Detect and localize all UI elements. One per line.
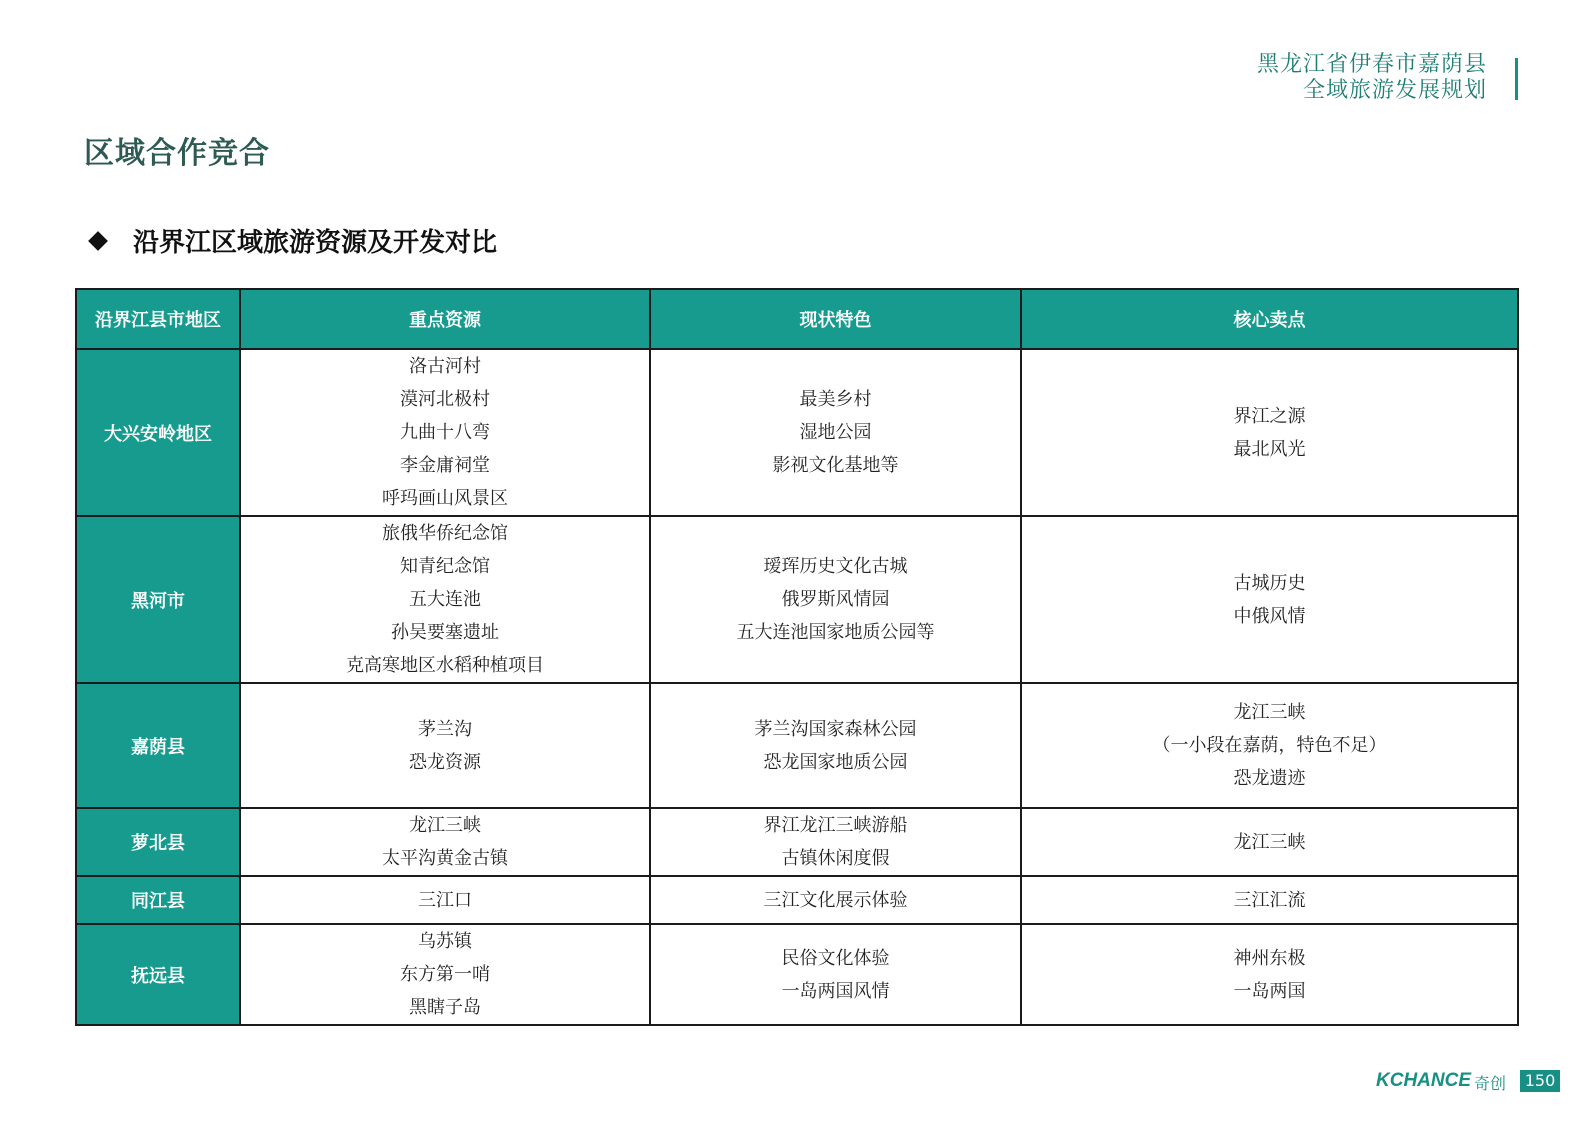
cell-line: 呼玛画山风景区 bbox=[382, 488, 508, 509]
resources-cell bbox=[240, 683, 650, 808]
features-cell bbox=[650, 876, 1021, 924]
selling-points-cell bbox=[1021, 924, 1518, 1025]
diamond-bullet-icon bbox=[88, 231, 108, 251]
cell-line: 最美乡村 bbox=[799, 389, 872, 410]
brand-logo-cn: 奇创 bbox=[1474, 1074, 1507, 1093]
table-row bbox=[76, 516, 1518, 683]
section-subtitle: 沿界江区域旅游资源及开发对比 bbox=[133, 228, 498, 258]
resources-cell bbox=[240, 924, 650, 1025]
cell-line: 太平沟黄金古镇 bbox=[382, 848, 508, 869]
table-row bbox=[76, 808, 1518, 876]
cell-line: （一小段在嘉荫，特色不足） bbox=[1152, 735, 1387, 756]
comparison-table bbox=[75, 288, 1519, 1026]
table-row bbox=[76, 349, 1518, 516]
cell-line: 东方第一哨 bbox=[400, 964, 490, 985]
selling-points-cell bbox=[1021, 876, 1518, 924]
cell-line: 一岛两国风情 bbox=[781, 980, 890, 1002]
cell-line: 龙江三峡 bbox=[409, 815, 481, 836]
cell-line: 最北风光 bbox=[1233, 438, 1306, 460]
table-row bbox=[76, 876, 1518, 924]
table-header-row bbox=[76, 289, 1518, 349]
cell-line: 影视文化基地等 bbox=[772, 455, 899, 476]
cell-line: 旅俄华侨纪念馆 bbox=[382, 523, 508, 544]
resources-cell bbox=[240, 516, 650, 683]
selling-points-cell bbox=[1021, 683, 1518, 808]
region-cell: 萝北县 bbox=[76, 808, 240, 876]
cell-line: 古城历史 bbox=[1233, 572, 1306, 594]
features-cell bbox=[650, 808, 1021, 876]
region-cell: 黑河市 bbox=[76, 516, 240, 683]
region-cell: 嘉荫县 bbox=[76, 683, 240, 808]
cell-line: 恐龙国家地质公园 bbox=[763, 751, 908, 773]
column-header-features: 现状特色 bbox=[650, 289, 1021, 349]
cell-line: 恐龙遗迹 bbox=[1233, 768, 1306, 789]
header-title-line1: 黑龙江省伊春市嘉荫县 bbox=[1256, 52, 1487, 77]
cell-line: 中俄风情 bbox=[1233, 605, 1306, 627]
header-title-line2: 全域旅游发展规划 bbox=[1302, 78, 1487, 103]
cell-line: 漠河北极村 bbox=[400, 389, 490, 410]
cell-line: 恐龙资源 bbox=[409, 751, 481, 773]
table-row bbox=[76, 683, 1518, 808]
column-header-region: 沿界江县市地区 bbox=[76, 289, 240, 349]
features-cell bbox=[650, 924, 1021, 1025]
column-header-selling-points: 核心卖点 bbox=[1021, 289, 1518, 349]
header-title-block bbox=[1257, 52, 1487, 104]
cell-line: 茅兰沟 bbox=[418, 718, 472, 740]
section-heading bbox=[88, 222, 497, 259]
cell-line: 李金庸祠堂 bbox=[400, 455, 490, 476]
cell-line: 乌苏镇 bbox=[418, 931, 472, 952]
page-number: 150 bbox=[1520, 1070, 1560, 1092]
cell-line: 黑瞎子岛 bbox=[409, 997, 481, 1018]
header-accent-bar bbox=[1515, 58, 1518, 100]
region-cell: 大兴安岭地区 bbox=[76, 349, 240, 516]
cell-line: 五大连池国家地质公园等 bbox=[736, 622, 935, 643]
resources-cell bbox=[240, 349, 650, 516]
brand-logo: KCHANCE bbox=[1376, 1070, 1471, 1091]
region-cell: 同江县 bbox=[76, 876, 240, 924]
cell-line: 界江龙江三峡游船 bbox=[763, 815, 908, 836]
cell-line: 湿地公园 bbox=[799, 422, 872, 443]
selling-points-cell bbox=[1021, 516, 1518, 683]
cell-line: 古镇休闲度假 bbox=[781, 848, 890, 869]
cell-line: 九曲十八弯 bbox=[400, 422, 490, 443]
features-cell bbox=[650, 516, 1021, 683]
region-cell: 抚远县 bbox=[76, 924, 240, 1025]
cell-line: 龙江三峡 bbox=[1233, 831, 1306, 853]
page-title: 区域合作竞合 bbox=[84, 136, 270, 171]
cell-line: 五大连池 bbox=[409, 589, 481, 610]
cell-line: 一岛两国 bbox=[1233, 980, 1306, 1002]
cell-line: 界江之源 bbox=[1233, 405, 1306, 427]
resources-cell bbox=[240, 876, 650, 924]
cell-line: 三江文化展示体验 bbox=[763, 889, 908, 911]
cell-line: 克高寒地区水稻种植项目 bbox=[346, 655, 544, 676]
cell-line: 三江口 bbox=[418, 889, 472, 911]
features-cell bbox=[650, 349, 1021, 516]
table-body bbox=[76, 349, 1518, 1025]
cell-line: 三江汇流 bbox=[1233, 889, 1306, 911]
cell-line: 瑷珲历史文化古城 bbox=[763, 556, 908, 577]
cell-line: 神州东极 bbox=[1233, 947, 1306, 969]
cell-line: 茅兰沟国家森林公园 bbox=[754, 718, 917, 740]
selling-points-cell bbox=[1021, 808, 1518, 876]
features-cell bbox=[650, 683, 1021, 808]
cell-line: 孙吴要塞遗址 bbox=[391, 622, 499, 643]
resources-cell bbox=[240, 808, 650, 876]
cell-line: 民俗文化体验 bbox=[781, 947, 890, 969]
column-header-resources: 重点资源 bbox=[240, 289, 650, 349]
table-row bbox=[76, 924, 1518, 1025]
cell-line: 洛古河村 bbox=[409, 356, 481, 377]
cell-line: 俄罗斯风情园 bbox=[781, 589, 890, 610]
cell-line: 知青纪念馆 bbox=[400, 556, 490, 577]
selling-points-cell bbox=[1021, 349, 1518, 516]
cell-line: 龙江三峡 bbox=[1233, 702, 1306, 723]
